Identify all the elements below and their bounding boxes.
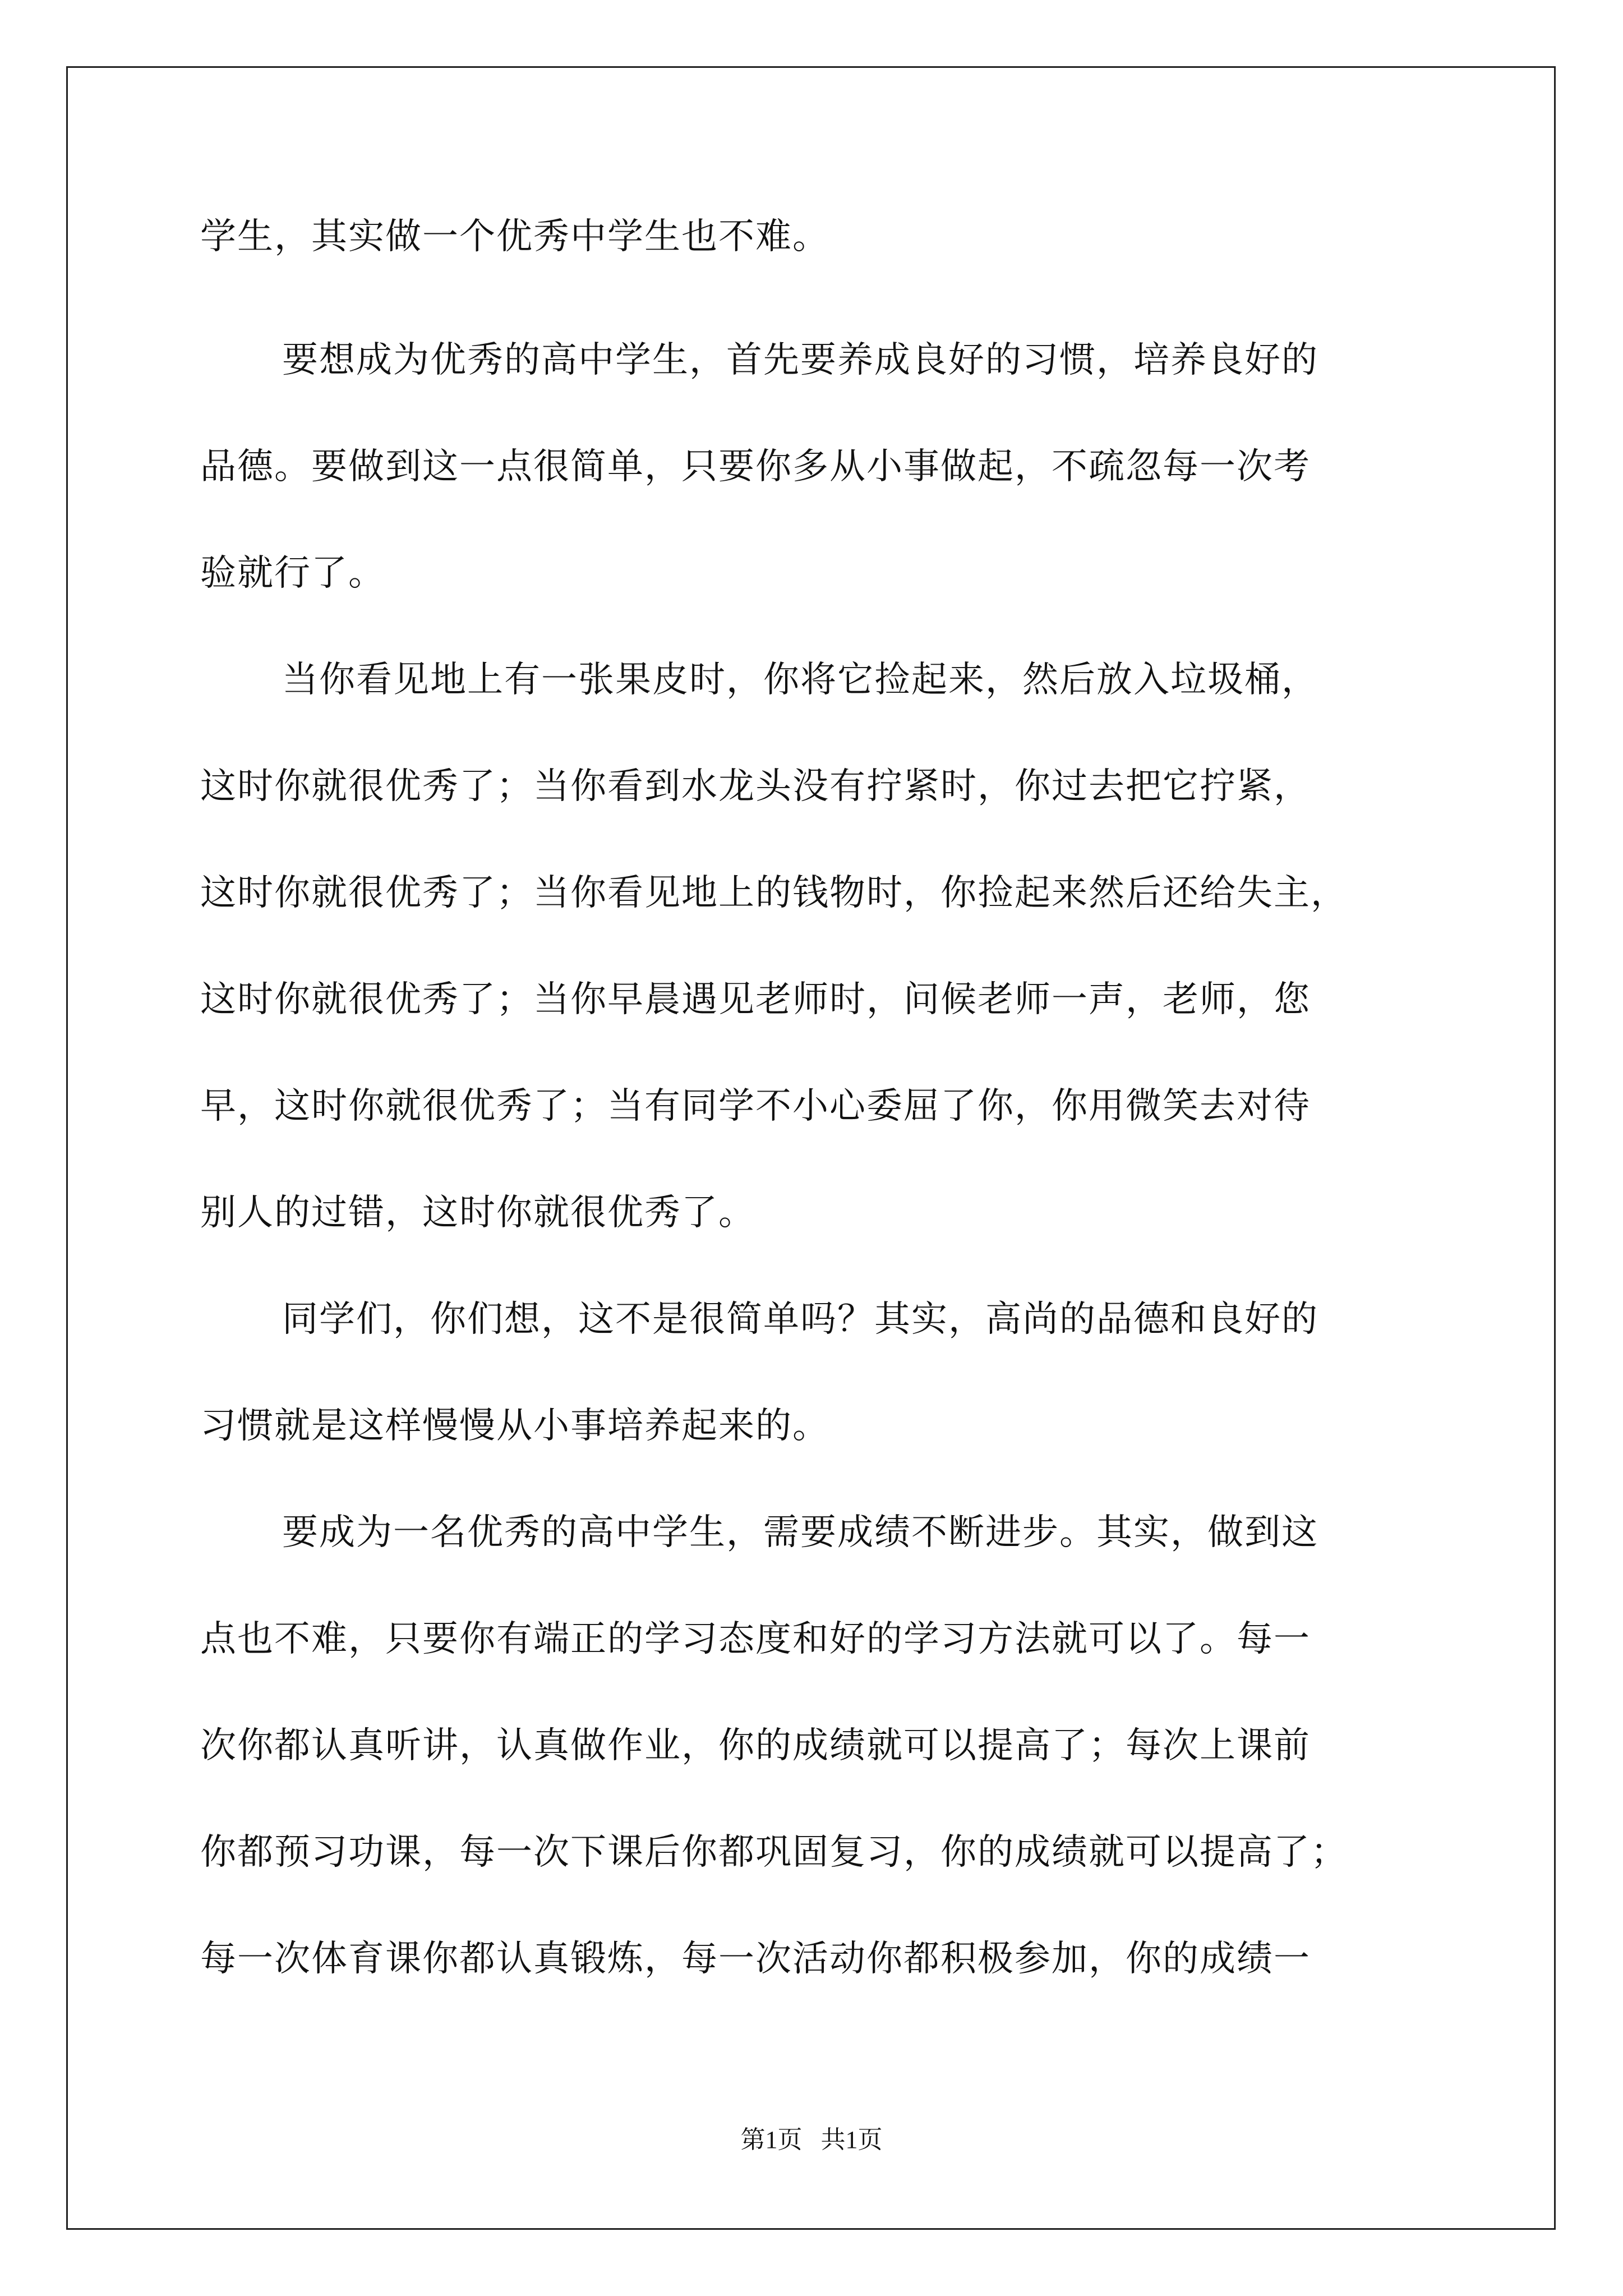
text-line: 这时你就很优秀了；当你早晨遇见老师时，问候老师一声，老师，您 — [200, 979, 1311, 1020]
text-line: 点也不难，只要你有端正的学习态度和好的学习方法就可以了。每一 — [200, 1618, 1311, 1660]
page-number-footer: 第1页 共1页 — [740, 2126, 883, 2154]
text-line: 这时你就很优秀了；当你看见地上的钱物时，你捡起来然后还给失主， — [200, 872, 1348, 914]
text-line: 早，这时你就很优秀了；当有同学不小心委屈了你，你用微笑去对待 — [200, 1085, 1311, 1127]
text-line: 品德。要做到这一点很简单，只要你多从小事做起，不疏忽每一次考 — [200, 446, 1311, 487]
paragraph-first-line: 要成为一名优秀的高中学生，需要成绩不断进步。其实，做到这 — [282, 1512, 1318, 1553]
text-line: 验就行了。 — [200, 553, 385, 594]
text-line: 习惯就是这样慢慢从小事培养起来的。 — [200, 1405, 829, 1447]
paragraph-first-line: 要想成为优秀的高中学生，首先要养成良好的习惯，培养良好的 — [282, 339, 1318, 381]
text-line: 别人的过错，这时你就很优秀了。 — [200, 1192, 755, 1234]
text-line: 学生，其实做一个优秀中学生也不难。 — [200, 216, 829, 257]
text-line: 每一次体育课你都认真锻炼，每一次活动你都积极参加，你的成绩一 — [200, 1938, 1311, 1980]
paragraph-first-line: 同学们，你们想，这不是很简单吗？其实，高尚的品德和良好的 — [282, 1299, 1318, 1340]
text-line: 次你都认真听讲，认真做作业，你的成绩就可以提高了；每次上课前 — [200, 1725, 1311, 1766]
paragraph-first-line: 当你看见地上有一张果皮时，你将它捡起来，然后放入垃圾桶， — [282, 659, 1318, 701]
text-line: 这时你就很优秀了；当你看到水龙头没有拧紧时，你过去把它拧紧， — [200, 766, 1311, 807]
page-border — [66, 66, 1556, 2230]
text-line: 你都预习功课，每一次下课后你都巩固复习，你的成绩就可以提高了； — [200, 1832, 1348, 1873]
